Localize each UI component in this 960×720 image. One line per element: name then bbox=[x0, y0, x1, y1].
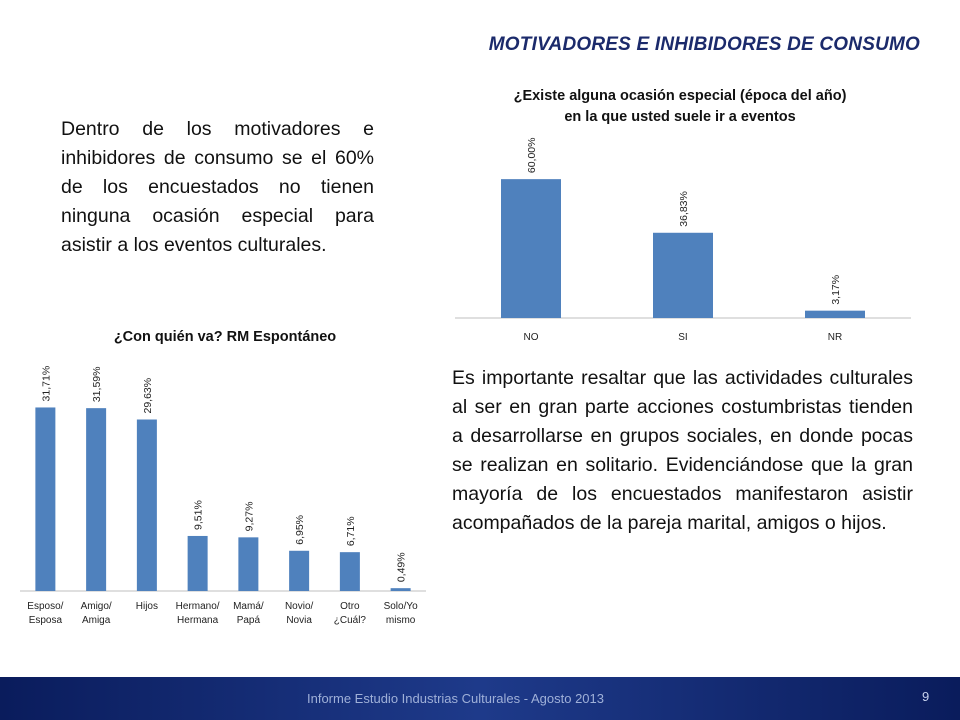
companion-category-label: Mamá/ Papá bbox=[233, 601, 264, 626]
occasion-category-label: NR bbox=[827, 332, 843, 343]
occasion-bar bbox=[805, 311, 865, 318]
occasion-value-label: 3,17% bbox=[830, 274, 842, 305]
intro-paragraph: Dentro de los motivadores e inhibidores de consumo se el 60% de los encuestados no tienen ninguna ocasión especial para asistir a los eventos culturales. bbox=[61, 118, 374, 256]
footer-text: Informe Estudio Industrias Culturales - Agosto 2013 bbox=[307, 691, 604, 706]
occasion-value-label: 36,83% bbox=[678, 191, 690, 227]
companion-category-label: Otro ¿Cuál? bbox=[333, 601, 366, 626]
companion-value-label: 0,49% bbox=[395, 552, 408, 583]
section-title: MOTIVADORES E INHIBIDORES DE CONSUMO bbox=[488, 34, 920, 55]
companion-category-label: Amigo/ Amiga bbox=[80, 601, 112, 626]
companion-bar bbox=[340, 552, 360, 591]
companion-chart-title bbox=[40, 327, 410, 348]
companion-bar-chart bbox=[20, 360, 430, 635]
page-number: 9 bbox=[922, 689, 930, 704]
companion-bar bbox=[391, 588, 411, 591]
occasion-chart-title bbox=[470, 86, 890, 128]
footer-bar bbox=[0, 677, 960, 720]
companion-bar bbox=[289, 551, 309, 591]
occasion-chart-title-line2: en la que usted suele ir a eventos bbox=[564, 109, 796, 125]
companion-value-label: 31,71% bbox=[40, 365, 53, 402]
companion-bar bbox=[238, 537, 258, 591]
occasion-bar bbox=[653, 233, 713, 318]
companion-value-label: 9,27% bbox=[243, 501, 256, 532]
occasion-value-label: 60,00% bbox=[526, 137, 538, 174]
companion-bar bbox=[137, 420, 157, 591]
companion-bar bbox=[86, 408, 106, 591]
occasion-bar bbox=[501, 179, 561, 318]
companion-value-label: 31,59% bbox=[91, 366, 104, 403]
analysis-paragraph: Es importante resaltar que las actividades culturales al ser en gran parte acciones costumbristas tienden a desarrollarse en grupos sociales, en donde pocas se realizan en solitario. Evidenciándose que la gran mayoría de los encuestados manifestaron asistir acompañados de la pareja marital, amigos o hijos. bbox=[452, 367, 913, 534]
occasion-category-label: SI bbox=[678, 332, 688, 343]
companion-value-label: 6,71% bbox=[344, 516, 357, 547]
occasion-category-label: NO bbox=[523, 332, 539, 343]
companion-value-label: 29,63% bbox=[141, 377, 154, 414]
companion-category-label: Novio/ Novia bbox=[284, 601, 314, 626]
occasion-bar-chart bbox=[455, 137, 915, 352]
companion-bar bbox=[35, 407, 55, 591]
companion-value-label: 6,95% bbox=[294, 514, 307, 545]
companion-value-label: 9,51% bbox=[192, 500, 205, 530]
companion-bar bbox=[188, 536, 208, 591]
companion-category-label: Hijos bbox=[135, 601, 158, 612]
companion-chart-title-line1: ¿Con quién va? RM Espontáneo bbox=[113, 329, 337, 345]
companion-category-label: Hermano/ Hermana bbox=[175, 601, 220, 626]
occasion-chart-title-line1: ¿Existe alguna ocasión especial (época del año) bbox=[513, 88, 847, 104]
companion-category-label: Solo/Yo mismo bbox=[383, 601, 418, 626]
companion-category-label: Esposo/ Esposa bbox=[27, 601, 64, 626]
